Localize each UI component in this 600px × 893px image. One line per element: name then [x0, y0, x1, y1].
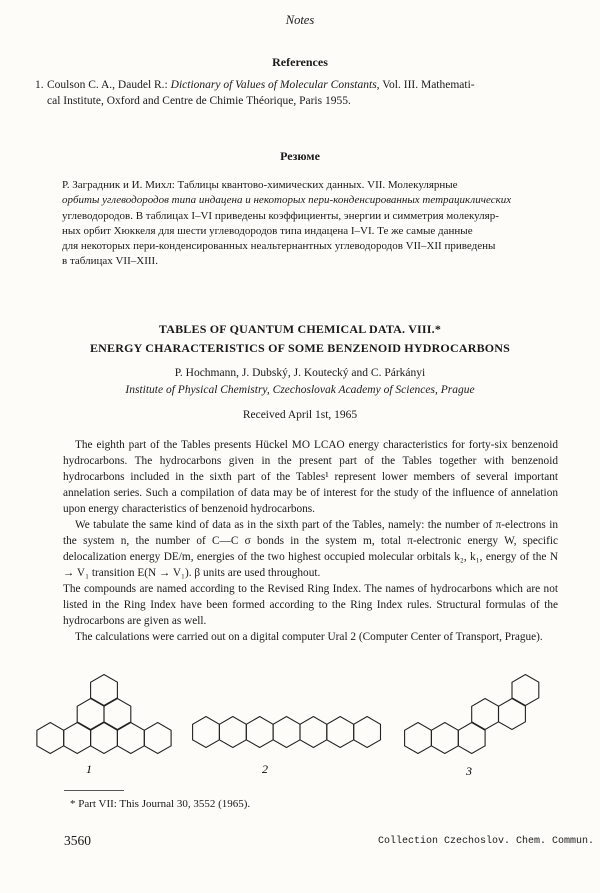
hexagon-ring — [354, 717, 381, 748]
reference-cont: cal Institute, Oxford and Centre de Chimie Théorique, Paris 1955. — [47, 95, 351, 107]
reference-rest: Vol. III. Mathemati- — [382, 79, 475, 91]
reference-title: Dictionary of Values of Molecular Constants, — [170, 79, 380, 91]
structure-label-1: 1 — [86, 762, 92, 776]
article-institute: Institute of Physical Chemistry, Czechoslovak Academy of Sciences, Prague — [125, 384, 475, 396]
reference-authors: Coulson C. A., Daudel R.: — [47, 79, 168, 91]
page-number: 3560 — [64, 833, 91, 848]
reference-item — [35, 77, 557, 109]
hexagon-ring — [246, 717, 273, 748]
body-paragraph: We tabulate the same kind of data as in the sixth part of the Tables, namely: the number of π-electrons in the system n, the number of C—C σ bonds in the system m, total π-electronic energy W, specific delocalization energy DE/m, energies of the two highest occupied molecular orbitals k₂, k₁, energy of the N → V₁ transition E(N → V₁). β units are used throughout. — [63, 519, 558, 579]
hexagon-ring — [219, 717, 246, 748]
body-paragraph: The eighth part of the Tables presents Hückel MO LCAO energy characteristics for forty-six benzenoid hydrocarbons. The hydrocarbons given in the present part of the Tables together with benzenoid hydrocarbons included in the sixth part of the Tables¹ represent lower members of several important annelation series. Such a compilation of data may be of interest for the study of the influence of annelation upon energy characteristics of benzenoid hydrocarbons. — [63, 439, 558, 515]
hexagon-ring — [431, 723, 458, 754]
hexagon-ring — [37, 723, 64, 754]
resume-line: для некоторых пери-конденсированных неальтернантных углеводородов VII–XII приведены — [62, 240, 496, 253]
running-head: Notes — [285, 13, 315, 27]
hexagon-ring — [273, 717, 300, 748]
reference-number: 1. — [35, 79, 44, 91]
body-paragraph: The calculations were carried out on a digital computer Ural 2 (Computer Center of Transport, Prague). — [75, 631, 543, 643]
structural-formulas — [0, 660, 600, 780]
hexagon-ring — [300, 717, 327, 748]
body-paragraph: The compounds are named according to the Revised Ring Index. The names of hydrocarbons which are not listed in the Ring Index have been formed according to the Ring Index rules. Structural formulas of the hydrocarbons are given as well. — [63, 583, 558, 627]
resume-line: орбиты углеводородов типа индацена и некоторых пери-конденсированных тетрациклических — [62, 194, 512, 207]
resume-line: в таблицах VII–XIII. — [62, 255, 158, 268]
hexagon-ring — [327, 717, 354, 748]
article-authors: P. Hochmann, J. Dubský, J. Koutecký and C. Párkányi — [174, 367, 426, 379]
journal-name: Collection Czechoslov. Chem. Commun. — [378, 836, 595, 847]
article-body — [63, 437, 558, 645]
article-title-line1: TABLES OF QUANTUM CHEMICAL DATA. VIII.* — [158, 322, 442, 336]
references-heading: References — [272, 55, 328, 69]
resume-line: ных орбит Хюккеля для шести углеводородов типа индацена I–VI. Те же самые данные — [62, 224, 473, 237]
resume-line: углеводородов. В таблицах I–VI приведены коэффициенты, энергии и симметрия молекуляр- — [62, 209, 499, 222]
hexagon-ring — [405, 723, 432, 754]
structure-label-2: 2 — [262, 762, 268, 776]
resume-line: Р. Заградник и И. Михл: Таблицы квантово-химических данных. VII. Молекулярные — [62, 179, 458, 191]
resume-heading: Резюме — [280, 149, 320, 163]
hexagon-ring — [193, 717, 220, 748]
resume-text — [62, 178, 557, 270]
footnote: * Part VII: This Journal 30, 3552 (1965). — [70, 798, 251, 810]
hexagon-ring — [144, 723, 171, 754]
article-title-line2: ENERGY CHARACTERISTICS OF SOME BENZENOID HYDROCARBONS — [89, 341, 511, 355]
hexagon-rings — [37, 675, 539, 754]
article-received: Received April 1st, 1965 — [242, 409, 358, 421]
structure-label-3: 3 — [466, 764, 472, 778]
footnote-rule — [64, 790, 124, 791]
